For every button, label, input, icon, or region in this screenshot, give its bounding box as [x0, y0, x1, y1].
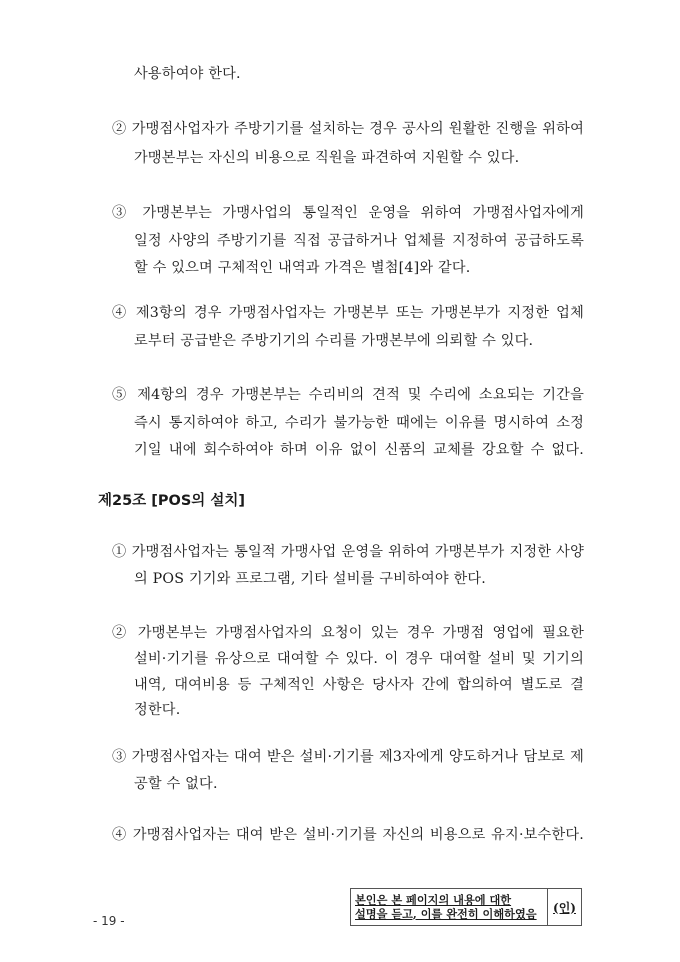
- a25-p2-line1: ② 가맹본부는 가맹점사업자의 요청이 있는 경우 가맹점 영업에 필요한: [112, 625, 584, 641]
- a25-p3-line1: ③ 가맹점사업자는 대여 받은 설비·기기를 제3자에게 양도하거나 담보로 제: [112, 749, 584, 765]
- confirmation-line2: 설명을 듣고, 이를 완전히 이해하였음: [355, 907, 537, 921]
- article-heading: 제25조 [POS의 설치]: [98, 493, 245, 509]
- a24-p2-line1: ② 가맹점사업자가 주방기기를 설치하는 경우 공사의 원활한 진행을 위하여: [112, 121, 584, 137]
- a24-p3-line2: 일정 사양의 주방기기를 직접 공급하거나 업체를 지정하여 공급하도록: [134, 233, 584, 249]
- a24-p4-line2: 로부터 공급받은 주방기기의 수리를 가맹본부에 의뢰할 수 있다.: [134, 333, 534, 349]
- a25-p2-line4: 정한다.: [134, 702, 181, 718]
- page-number: - 19 -: [93, 914, 125, 928]
- a24-p5-line3: 기일 내에 회수하여야 하며 이유 없이 신품의 교체를 강요할 수 없다.: [134, 442, 584, 458]
- a24-p5-line2: 즉시 통지하여야 하고, 수리가 불가능한 때에는 이유를 명시하여 소정: [134, 415, 584, 431]
- a25-p1-line1: ① 가맹점사업자는 통일적 가맹사업 운영을 위하여 가맹본부가 지정한 사양: [112, 544, 584, 560]
- a25-p3-line2: 공할 수 없다.: [134, 776, 218, 792]
- a24-p3-line1: ③ 가맹본부는 가맹사업의 통일적인 운영을 위하여 가맹점사업자에게: [112, 205, 584, 221]
- a24-p4-line1: ④ 제3항의 경우 가맹점사업자는 가맹본부 또는 가맹본부가 지정한 업체: [112, 305, 584, 321]
- confirmation-text: [351, 889, 548, 925]
- paragraph-continuation: 사용하여야 한다.: [134, 66, 241, 82]
- a25-p2-line3: 내역, 대여비용 등 구체적인 사항은 당사자 간에 합의하여 별도로 결: [134, 677, 584, 693]
- a24-p3-line3: 할 수 있으며 구체적인 내역과 가격은 별첨[4]와 같다.: [134, 260, 471, 276]
- a24-p5-line1: ⑤ 제4항의 경우 가맹본부는 수리비의 견적 및 수리에 소요되는 기간을: [112, 387, 584, 403]
- seal-field: (인): [553, 900, 576, 915]
- a25-p1-line2: 의 POS 기기와 프로그램, 기타 설비를 구비하여야 한다.: [134, 571, 486, 587]
- a25-p4-line1: ④ 가맹점사업자는 대여 받은 설비·기기를 자신의 비용으로 유지·보수한다.: [112, 827, 584, 843]
- confirmation-box: [350, 888, 582, 926]
- a25-p2-line2: 설비·기기를 유상으로 대여할 수 있다. 이 경우 대여할 설비 및 기기의: [134, 651, 584, 667]
- confirmation-line1: 본인은 본 페이지의 내용에 대한: [355, 893, 512, 907]
- a24-p2-line2: 가맹본부는 자신의 비용으로 직원을 파견하여 지원할 수 있다.: [134, 150, 520, 166]
